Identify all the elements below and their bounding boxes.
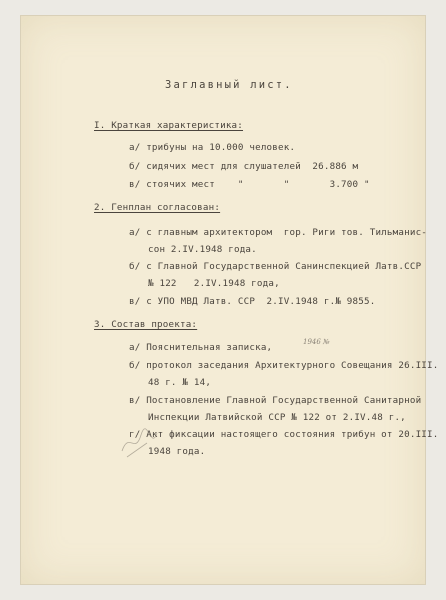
- document-title: Заглавный лист.: [165, 79, 293, 91]
- section-heading: 3. Состав проекта:: [94, 319, 198, 330]
- list-item-continuation: 1948 года.: [148, 446, 206, 457]
- list-item: а/ трибуны на 10.000 человек.: [129, 142, 296, 153]
- list-item: б/ протокол заседания Архитектурного Совещания 26.III.: [129, 360, 439, 371]
- list-item-continuation: 48 г. № 14,: [148, 377, 212, 388]
- list-item: в/ Постановление Главной Государственной Санитарной: [129, 395, 422, 406]
- pencil-scribble-icon: [117, 421, 177, 461]
- list-item: а/ с главным архитектором гор. Риги тов. Тильманис-: [129, 227, 428, 238]
- list-item: б/ с Главной Государственной Санинспекцией Латв.ССР: [129, 261, 422, 272]
- list-item-continuation: сон 2.IV.1948 года.: [148, 244, 257, 255]
- section-heading: I. Краткая характеристика:: [94, 120, 244, 131]
- list-item: в/ с УПО МВД Латв. ССР 2.IV.1948 г.№ 9855.: [129, 296, 376, 307]
- list-item: б/ сидячих мест для слушателей 26.886 м: [129, 161, 359, 172]
- list-item: а/ Пояснительная записка,: [129, 342, 273, 353]
- list-item: в/ стоячих мест " " 3.700 ": [129, 179, 370, 190]
- list-item: г/ Акт фиксации настоящего состояния трибун от 20.III.: [129, 429, 439, 440]
- section-heading: 2. Генплан согласован:: [94, 202, 221, 213]
- document-page: [21, 16, 439, 584]
- list-item-continuation: № 122 2.IV.1948 года,: [148, 278, 280, 289]
- list-item-continuation: Инспекции Латвийской ССР № 122 от 2.IV.48 г.,: [148, 412, 406, 423]
- margin-note: 1946 №: [303, 338, 330, 346]
